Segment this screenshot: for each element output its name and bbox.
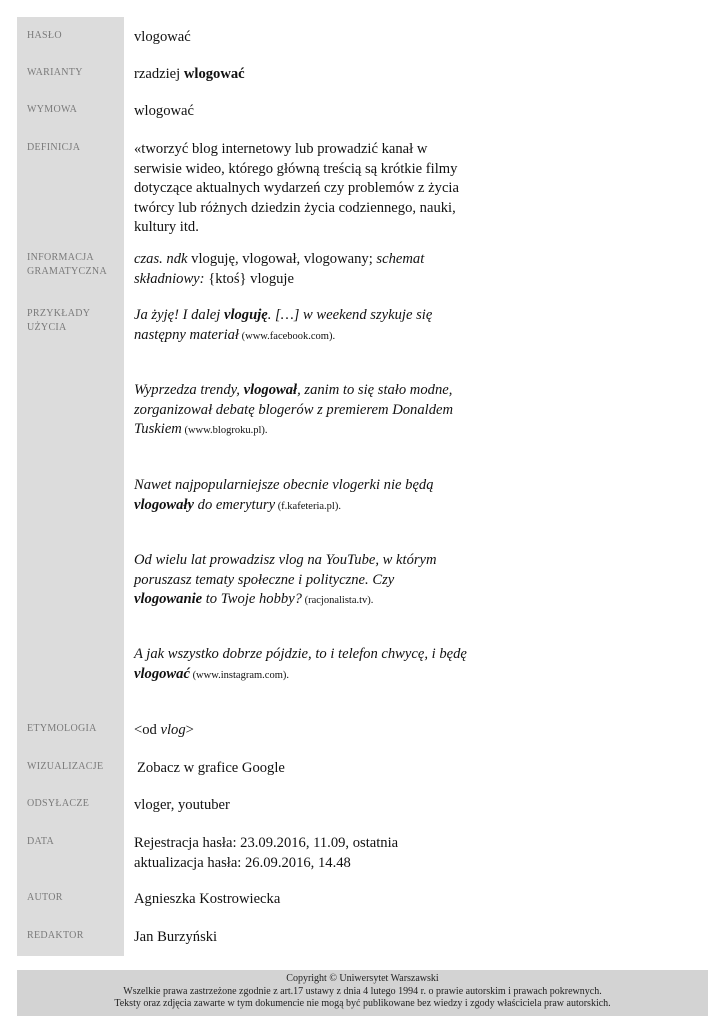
example-text: A jak wszystko dobrze pójdzie, to i telefon chwycę, i będę — [134, 646, 467, 662]
gramatyka-forms: vloguję, vlogował, vlogowany; — [191, 251, 373, 267]
example-source: (racjonalista.tv). — [301, 595, 374, 606]
label-przyklady — [27, 307, 90, 335]
value-wymowa: wlogować — [134, 103, 194, 119]
label-gramatyka — [27, 251, 107, 279]
label-odsylacze: ODSYŁACZE — [27, 798, 90, 809]
label-wizualizacje: WIZUALIZACJE — [27, 761, 104, 772]
value-haslo: vlogować — [134, 29, 191, 45]
example-headword: vlogowanie — [134, 591, 203, 607]
example-text: do emerytury — [194, 496, 276, 513]
label-definicja: DEFINICJA — [27, 142, 81, 153]
value-warianty — [134, 65, 474, 85]
gramatyka-schemat: schemat składniowy: — [134, 251, 425, 287]
label-przyklady-line1: PRZYKŁADY — [27, 308, 91, 319]
example-source: (www.facebook.com). — [238, 330, 336, 342]
etymologia-post: > — [185, 722, 194, 738]
label-column — [17, 17, 124, 956]
example-headword: vlogować — [134, 665, 190, 682]
example-text: , zanim to się stało modne, zorganizował debatę blogerów z premierem Donaldem Tuskiem — [134, 382, 454, 437]
footer-rights: Wszelkie prawa zastrzeżone zgodnie z art.17 ustawy z dnia 4 lutego 1994 r. o prawie autorskim i prawach pokrewnych. — [123, 985, 602, 997]
example-text: Wyprzedza trendy, — [134, 382, 244, 398]
label-gramatyka-line2: GRAMATYCZNA — [27, 266, 107, 277]
label-autor: AUTOR — [27, 892, 63, 903]
example-source: (f.kafeteria.pl). — [275, 500, 341, 512]
footer-copyright: Copyright © Uniwersytet Warszawski — [286, 973, 439, 984]
label-warianty: WARIANTY — [27, 67, 83, 78]
example-2 — [134, 381, 454, 441]
example-source: (www.blogroku.pl). — [181, 425, 268, 436]
label-wymowa: WYMOWA — [27, 104, 78, 115]
gramatyka-czas: czas. ndk — [134, 251, 188, 267]
copyright-footer — [17, 970, 708, 1016]
value-data: Rejestracja hasła: 23.09.2016, 11.09, ostatnia aktualizacja hasła: 26.09.2016, 14.48 — [134, 835, 399, 871]
example-source: (www.instagram.com). — [189, 669, 289, 681]
example-1 — [134, 306, 454, 346]
value-autor: Agnieszka Kostrowiecka — [134, 891, 281, 907]
example-headword: vlogowały — [134, 496, 194, 513]
google-images-link[interactable]: Zobacz w grafice Google — [137, 760, 285, 776]
label-data: DATA — [27, 836, 55, 847]
value-odsylacze: vloger, youtuber — [134, 797, 230, 813]
etymologia-word: vlog — [160, 722, 186, 738]
example-text: Nawet najpopularniejsze obecnie vlogerki nie będą — [134, 477, 434, 493]
example-text: to Twoje hobby? — [202, 591, 302, 607]
label-redaktor: REDAKTOR — [27, 930, 84, 941]
label-przyklady-line2: UŻYCIA — [27, 322, 67, 333]
etymologia-pre: <od — [134, 722, 161, 738]
gramatyka-schemat-value: {ktoś} vloguje — [208, 270, 294, 287]
example-headword: vloguję — [223, 307, 268, 323]
value-redaktor: Jan Burzyński — [134, 929, 218, 945]
label-gramatyka-line1: INFORMACJA — [27, 252, 94, 263]
example-text: Od wielu lat prowadzisz vlog na YouTube, w którym poruszasz tematy społeczne i polityczne. Czy — [134, 552, 437, 588]
example-text: . […] w weekend szykuje się następny materiał — [134, 307, 433, 343]
value-definicja: «tworzyć blog internetowy lub prowadzić kanał w serwisie wideo, którego główną treścią są krótkie filmy dotyczące aktualnych wydarzeń czy problemów z życia twórcy lub różnych dziedzin życia codziennego, nauki, kultury itd. — [134, 141, 459, 235]
label-haslo: HASŁO — [27, 30, 62, 41]
example-text: Ja żyję! I dalej — [134, 307, 224, 323]
example-4 — [134, 551, 464, 611]
example-3 — [134, 476, 454, 516]
warianty-prefix: rzadziej — [134, 66, 181, 82]
footer-notice: Teksty oraz zdjęcia zawarte w tym dokumencie nie mogą być publikowane bez wiedzy i zgody właściciela praw autorskich. — [114, 998, 611, 1009]
example-headword: vlogował — [243, 382, 298, 398]
warianty-value: wlogować — [183, 66, 245, 82]
value-etymologia — [134, 721, 474, 741]
value-gramatyka — [134, 250, 434, 289]
example-5 — [134, 645, 469, 685]
label-etymologia: ETYMOLOGIA — [27, 723, 97, 734]
